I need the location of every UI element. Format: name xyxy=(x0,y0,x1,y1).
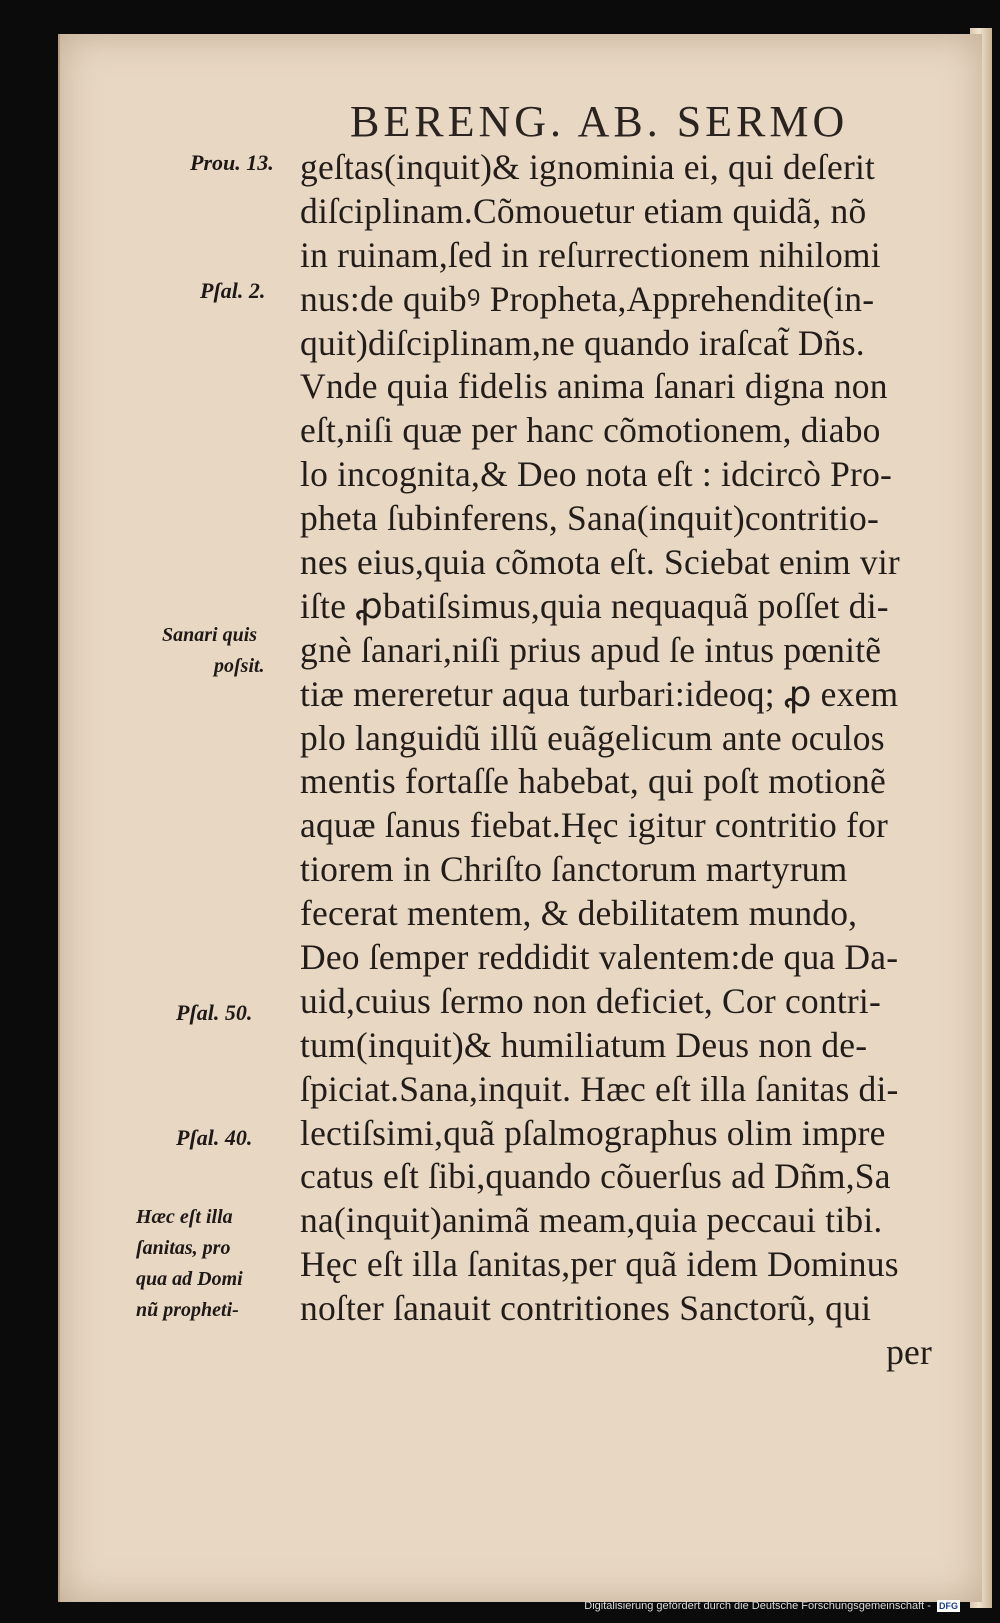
margin-note-sanari xyxy=(162,620,265,682)
text-line: nus:de quibꝰ Propheta,Apprehendite(in- xyxy=(300,278,875,319)
text-line: Hęc eſt illa ſanitas,per quã idem Dominus xyxy=(300,1244,899,1285)
text-line: tum(inquit)& humiliatum Deus non de- xyxy=(300,1024,868,1065)
margin-note-line: Sanari quis xyxy=(162,624,258,646)
margin-note-line: Hæc eſt illa xyxy=(136,1206,233,1228)
margin-note-prov: Prou. 13. xyxy=(190,150,274,175)
text-line: iſte ꝓbatiſsimus,quia nequaquã poſſet di- xyxy=(300,585,889,626)
text-line: catus eſt ſibi,quando cõuerſus ad Dñm,Sa xyxy=(300,1156,891,1197)
text-line: ſpiciat.Sana,inquit. Hæc eſt illa ſanitas di- xyxy=(300,1068,899,1109)
text-line: uid,cuius ſermo non deficiet, Cor contri- xyxy=(300,980,881,1021)
dfg-logo: DFG xyxy=(939,1601,958,1612)
text-line: geſtas(inquit)& ignominia ei, qui deſerit xyxy=(300,147,876,187)
margin-note-line: ſanitas, pro xyxy=(136,1237,231,1259)
text-line: eſt,niſi quæ per hanc cõmotionem, diabo xyxy=(300,410,881,451)
text-line: nes eius,quia cõmota eſt. Sciebat enim vir xyxy=(300,542,900,583)
margin-note-haec xyxy=(136,1202,243,1326)
text-line: na(inquit)animã meam,quia peccaui tibi. xyxy=(300,1200,883,1241)
text-line: diſciplinam.Cõmouetur etiam quidã, nõ xyxy=(300,190,867,231)
text-line: plo languidũ illũ euãgelicum ante oculos xyxy=(300,717,885,758)
digitization-footer xyxy=(584,1600,960,1612)
text-line: lo incognita,& Deo nota eſt : idcircò Pro- xyxy=(300,454,893,495)
text-line: fecerat mentem, & debilitatem mundo, xyxy=(300,893,858,934)
text-line: gnè ſanari,niſi prius apud ſe intus pœnitẽ xyxy=(300,629,882,670)
catchword: per xyxy=(886,1332,932,1373)
margin-note-psal2: Pſal. 2. xyxy=(200,278,266,303)
text-line: quit)diſciplinam,ne quando iraſcat̃ Dñs. xyxy=(300,322,865,363)
text-line: mentis fortaſſe habebat, qui poſt motionẽ xyxy=(300,761,886,802)
text-line: noſter ſanauit contritiones Sanctorũ, qui xyxy=(300,1288,872,1329)
margin-note-psal50: Pſal. 50. xyxy=(176,1000,253,1025)
text-line: tiæ mereretur aqua turbari:ideoq; ꝓ exem xyxy=(300,673,899,714)
margin-note-psal40: Pſal. 40. xyxy=(176,1125,253,1150)
margin-note-line: poſsit. xyxy=(214,655,265,677)
body-text xyxy=(300,146,970,1375)
text-line: Deo ſemper reddidit valentem:de qua Da- xyxy=(300,937,899,978)
text-line: in ruinam,ſed in reſurrectionem nihilomi xyxy=(300,234,881,275)
text-line: aquæ ſanus fiebat.Hęc igitur contritio for xyxy=(300,805,889,846)
text-line: tiorem in Chriſto ſanctorum martyrum xyxy=(300,849,848,890)
footer-text: Digitalisierung gefördert durch die Deutsche Forschungsgemeinschaft - xyxy=(584,1600,931,1612)
running-head: BERENG. AB. SERMO xyxy=(350,97,849,146)
text-line: pheta ſubinferens, Sana(inquit)contritio- xyxy=(300,498,879,539)
margin-note-line: nũ propheti- xyxy=(136,1299,239,1321)
text-line: Vnde quia fidelis anima ſanari digna non xyxy=(300,366,888,407)
margin-note-line: qua ad Domi xyxy=(136,1268,243,1290)
text-line: lectiſsimi,quã pſalmographus olim impre xyxy=(300,1112,886,1153)
